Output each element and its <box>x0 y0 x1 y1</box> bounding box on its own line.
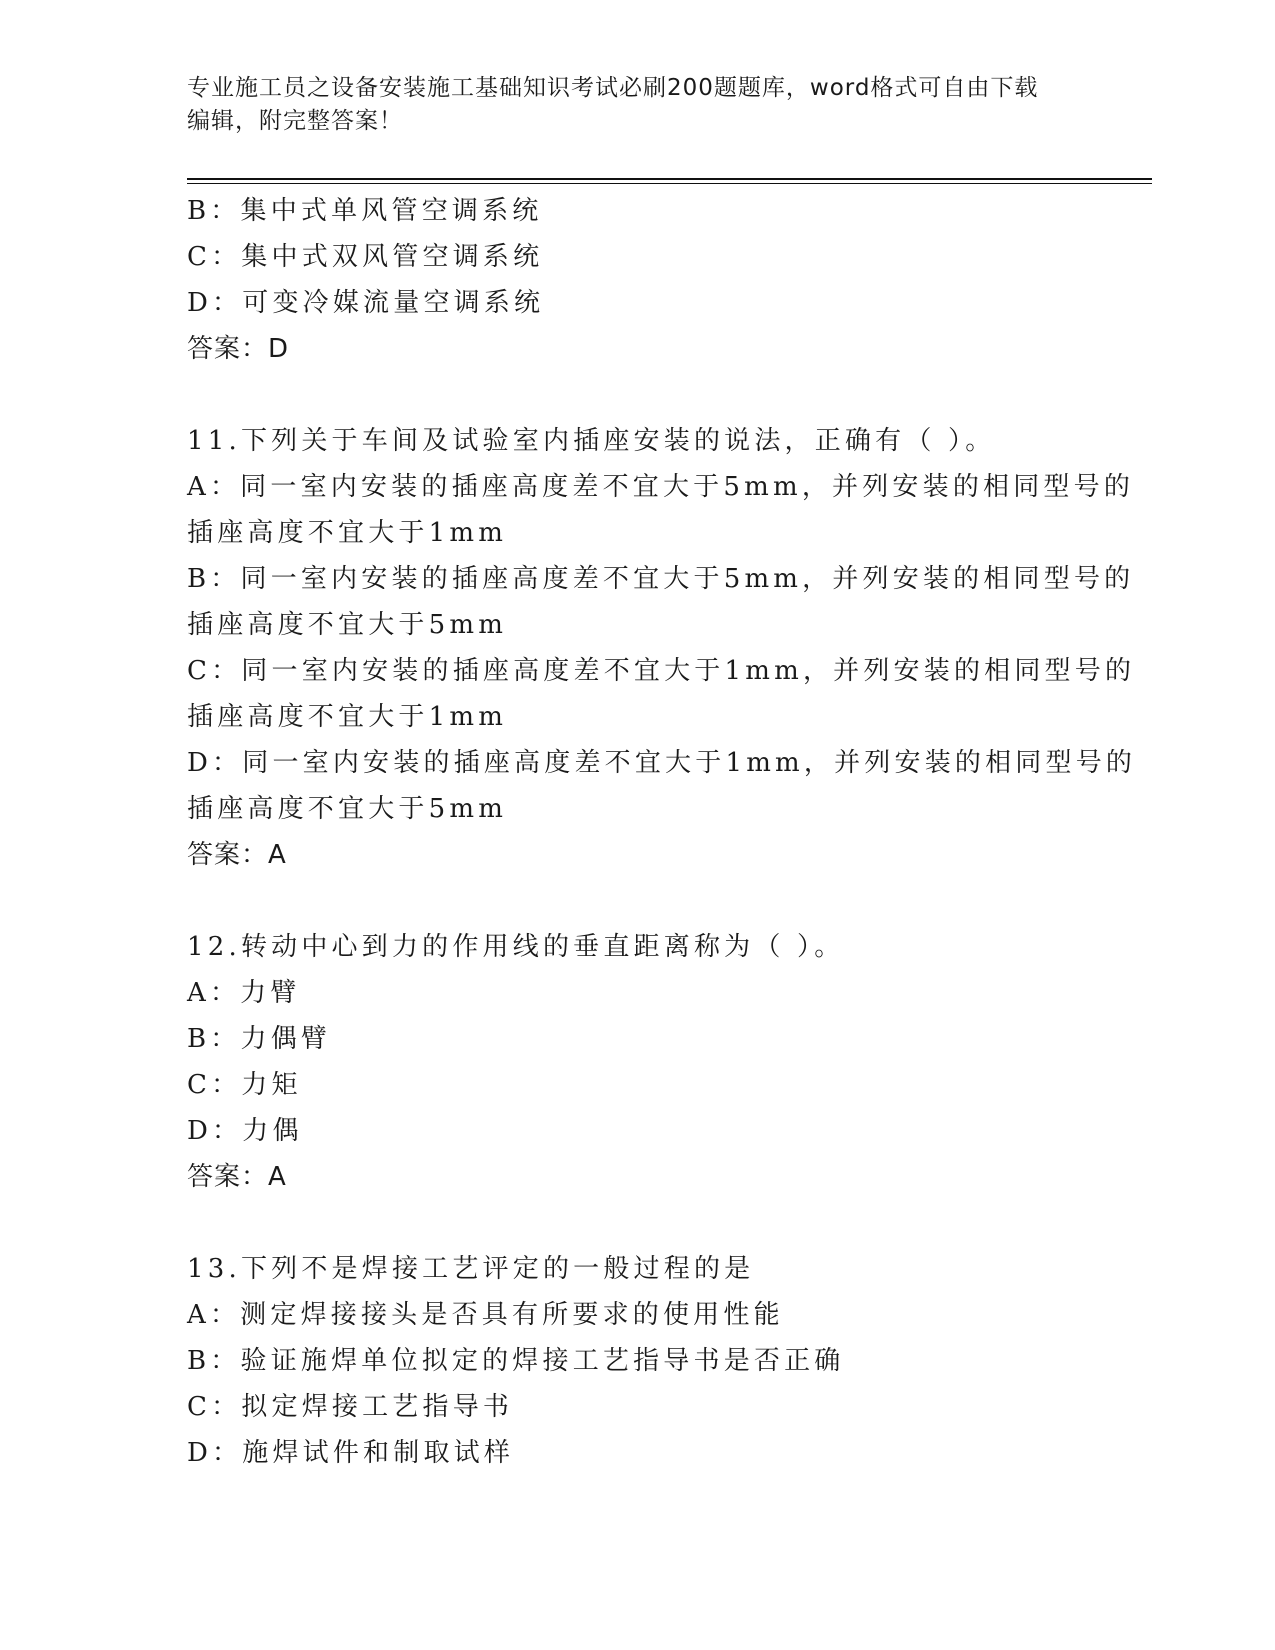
header-rule-thin <box>187 183 1152 184</box>
q11-option-c-line-2: 插座高度不宜大于1mm <box>187 702 508 732</box>
q13-option-d: D：施焊试件和制取试样 <box>187 1438 515 1468</box>
q11-option-d-line-2: 插座高度不宜大于5mm <box>187 794 508 824</box>
header-title-line-1: 专业施工员之设备安装施工基础知识考试必刷200题题库，word格式可自由下载 <box>187 75 1039 101</box>
q12-option-b: B：力偶臂 <box>187 1024 332 1054</box>
q13-option-c: C：拟定焊接工艺指导书 <box>187 1392 514 1422</box>
header-rule-thick <box>187 178 1152 180</box>
q12-option-c: C：力矩 <box>187 1070 302 1100</box>
spacer <box>187 372 1087 418</box>
q13-option-b: B：验证施焊单位拟定的焊接工艺指导书是否正确 <box>187 1346 845 1376</box>
header-title-line-2: 编辑，附完整答案！ <box>187 108 403 134</box>
q12-option-a: A：力臂 <box>187 978 301 1008</box>
q12-stem: 12.转动中心到力的作用线的垂直距离称为（ ）。 <box>187 932 845 962</box>
spacer <box>187 878 1087 924</box>
q11-option-a-line-1: A：同一室内安装的插座高度差不宜大于5mm，并列安装的相同型号的 <box>187 472 1135 502</box>
q11-option-b-line-1: B：同一室内安装的插座高度差不宜大于5mm，并列安装的相同型号的 <box>187 564 1135 594</box>
question-13-block <box>187 1246 1087 1476</box>
spacer <box>187 1200 1087 1246</box>
q11-option-c-line-1: C：同一室内安装的插座高度差不宜大于1mm，并列安装的相同型号的 <box>187 656 1136 686</box>
q11-stem: 11.下列关于车间及试验室内插座安装的说法，正确有（ ）。 <box>187 426 996 456</box>
document-header <box>187 72 1077 138</box>
q10-option-b: B：集中式单风管空调系统 <box>187 196 543 226</box>
q10-option-c: C：集中式双风管空调系统 <box>187 242 544 272</box>
q13-option-a: A：测定焊接接头是否具有所要求的使用性能 <box>187 1300 784 1330</box>
q13-stem: 13.下列不是焊接工艺评定的一般过程的是 <box>187 1254 755 1284</box>
q11-option-d-line-1: D：同一室内安装的插座高度差不宜大于1mm，并列安装的相同型号的 <box>187 748 1137 778</box>
question-10-block <box>187 188 1087 372</box>
q11-option-a-line-2: 插座高度不宜大于1mm <box>187 518 508 548</box>
question-12-block <box>187 924 1087 1200</box>
document-body <box>187 188 1137 1476</box>
question-11-block <box>187 418 1137 878</box>
q12-answer: 答案：A <box>187 1162 287 1192</box>
q11-answer: 答案：A <box>187 840 287 870</box>
q12-option-d: D：力偶 <box>187 1116 303 1146</box>
q10-answer: 答案：D <box>187 334 290 364</box>
q10-option-d: D：可变冷媒流量空调系统 <box>187 288 545 318</box>
q11-option-b-line-2: 插座高度不宜大于5mm <box>187 610 508 640</box>
